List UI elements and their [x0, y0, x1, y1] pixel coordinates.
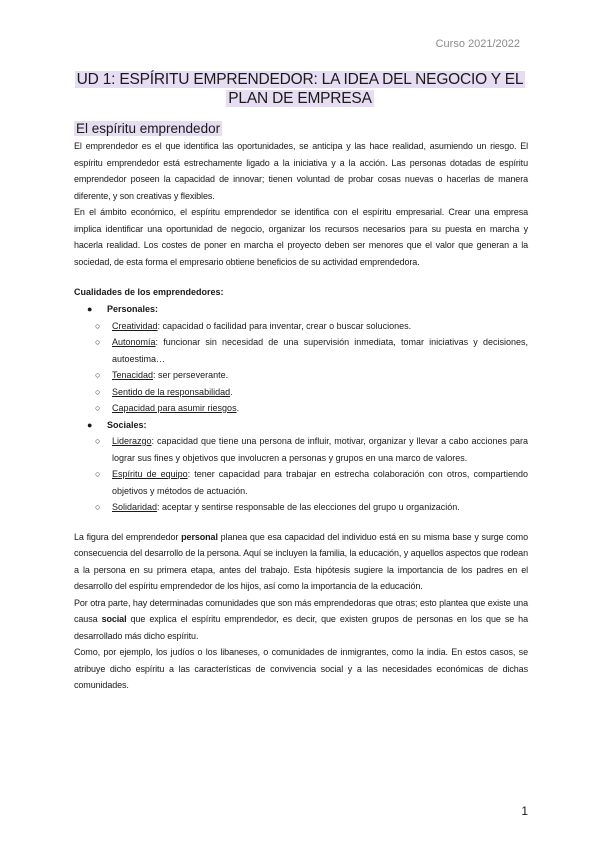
sub-bullet-icon: ○: [95, 386, 101, 397]
text-run: La figura del emprendedor: [74, 531, 182, 542]
paragraph-economic: En el ámbito económico, el espíritu emprendedor se identifica con el espíritu empresarial. Crear una empresa implica identificar una oportunidad de negocio, organizar los recursos necesarios para su puesta en marcha y hacerla realidad. Los costes de poner en marcha el proyecto deben ser menores que el valor que generan a la sociedad, de esta forma el empresario obtiene beneficios de su actividad emprendedora.: [74, 207, 528, 267]
title-line-1: UD 1: ESPÍRITU EMPRENDEDOR: LA IDEA DEL NEGOCIO Y EL: [76, 71, 524, 88]
page-number: 1: [521, 804, 528, 818]
sub-bullet-icon: ○: [95, 337, 101, 347]
sub-bullet-icon: ○: [95, 436, 101, 446]
paragraph-examples: Como, por ejemplo, los judíos o los libaneses, o comunidades de inmigrantes, como la india. En estos casos, se atribuye dicho espíritu a las características de convivencia social y a las necesidades económicas de dichas comunidades.: [74, 647, 528, 690]
page-title: [70, 70, 530, 108]
list-item: [74, 433, 528, 466]
quality-term: Solidaridad: [112, 502, 158, 512]
course-label: Curso 2021/2022: [435, 38, 520, 50]
list-item: [74, 367, 528, 384]
list-item-personales: [74, 301, 528, 417]
sociales-sublist: [74, 433, 528, 516]
quality-term: Liderazgo: [112, 436, 152, 446]
sub-bullet-icon: ○: [95, 502, 101, 512]
sub-bullet-icon: ○: [95, 370, 101, 380]
list-item: [74, 499, 528, 516]
bullet-icon: ●: [87, 419, 93, 430]
list-item: [74, 334, 528, 367]
title-line-2: PLAN DE EMPRESA: [228, 90, 372, 107]
qualities-list: [74, 301, 528, 516]
quality-desc: .: [230, 386, 233, 397]
quality-desc: : ser perseverante.: [153, 370, 229, 380]
quality-term: Tenacidad: [112, 370, 154, 380]
list-item-sociales: [74, 417, 528, 516]
emphasis-personal: personal: [181, 531, 218, 542]
text-run: Por otra parte, hay determinadas comunidades que son más emprendedoras que otras; esto plantea que existe una causa: [74, 597, 528, 624]
paragraph-social: [74, 595, 528, 645]
quality-desc: .: [236, 403, 240, 413]
quality-desc: : aceptar y sentirse responsable de las elecciones del grupo u organización.: [157, 502, 460, 512]
sub-bullet-icon: ○: [95, 403, 101, 413]
quality-term: Sentido de la responsabilidad: [112, 386, 231, 397]
text-run: planea que esa capacidad del individuo está en su misma base y surge como consecuencia del desarrollo de la persona. Aquí se incluyen la familia, la educación, y aquellos aspectos que rodean a la persona en su primera etapa, antes del trabajo. Esta hipótesis sugiere la importancia de los padres en el desarrollo del espíritu emprendedor de los hijos, así como la importancia de la educación.: [74, 531, 528, 591]
sub-bullet-icon: ○: [95, 320, 101, 331]
list-item: [74, 318, 528, 335]
section-heading: El espíritu emprendedor: [76, 121, 221, 136]
quality-desc: : capacidad o facilidad para inventar, crear o buscar soluciones.: [157, 320, 412, 331]
paragraph-personal: [74, 529, 528, 595]
sub-bullet-icon: ○: [95, 469, 101, 479]
list-item: [74, 400, 528, 417]
quality-term: Espíritu de equipo: [112, 469, 188, 479]
bullet-icon: ●: [87, 304, 93, 314]
quality-term: Autonomía: [112, 337, 156, 347]
quality-desc: : funcionar sin necesidad de una supervisión inmediata, tomar iniciativas y decisiones, autoestima…: [112, 337, 528, 364]
list-label-sociales: Sociales:: [107, 419, 147, 430]
list-label-personales: Personales:: [107, 304, 159, 314]
quality-term: Creatividad: [112, 320, 158, 331]
list-item: [74, 466, 528, 499]
quality-desc: : tener capacidad para trabajar en estrecha colaboración con otros, compartiendo objetivos y métodos de actuación.: [112, 469, 528, 496]
document-body: [74, 120, 528, 694]
list-item: [74, 384, 528, 401]
paragraph-definition: El emprendedor es el que identifica las oportunidades, se anticipa y las hace realidad, asumiendo un riesgo. El espíritu emprendedor está estrechamente ligado a la iniciativa y a la acción. Las personas dotadas de espíritu emprendedor poseen la capacidad de innovar; tienen voluntad de probar cosas nuevas o hacerlas de manera diferente, y son creativas y flexibles.: [74, 141, 528, 201]
text-run: que explica el espíritu emprendedor, es decir, que existen grupos de personas en los que se ha desarrollado más dicho espíritu.: [74, 614, 528, 641]
personales-sublist: [74, 318, 528, 417]
emphasis-social: social: [101, 614, 127, 624]
quality-term: Capacidad para asumir riesgos: [112, 403, 237, 413]
qualities-heading: Cualidades de los emprendedores:: [74, 287, 224, 297]
quality-desc: : capacidad que tiene una persona de influir, motivar, organizar y llevar a cabo acciones para lograr sus fines y objetivos que involucren a personas y grupos en una marco de valores.: [112, 436, 528, 463]
